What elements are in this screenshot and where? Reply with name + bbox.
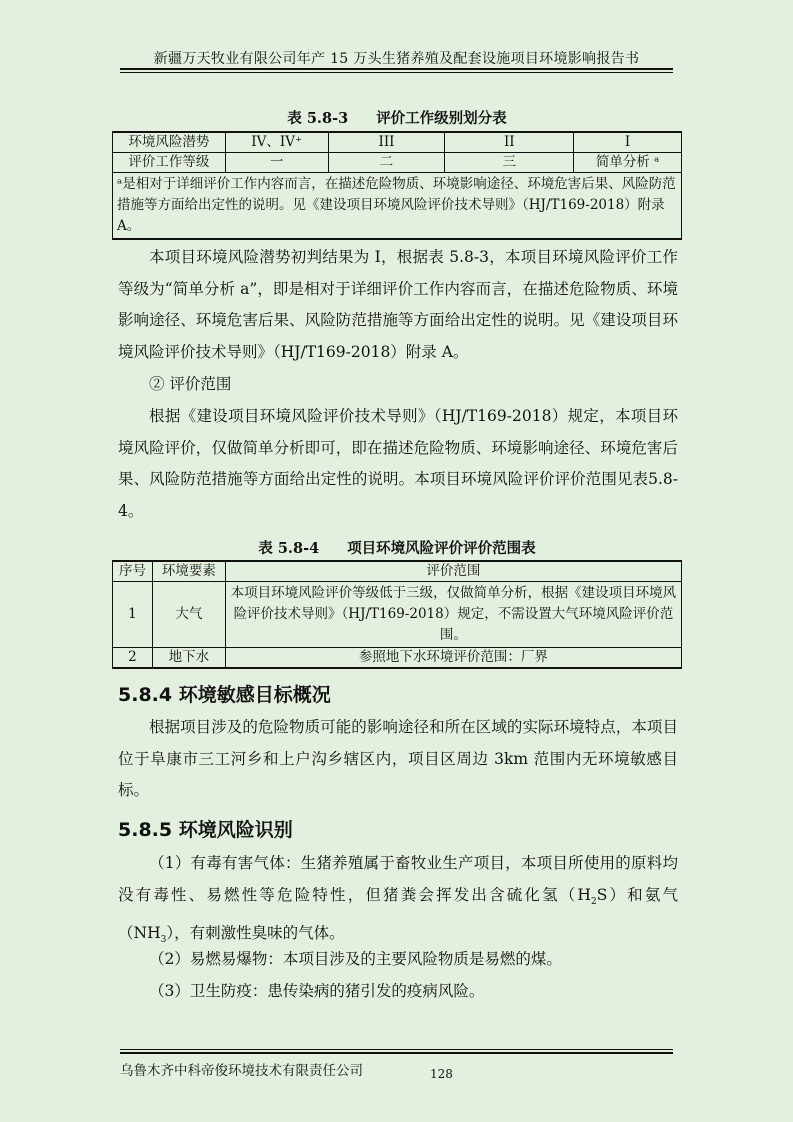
table2-caption-title: 项目环境风险评价评价范围表	[347, 540, 536, 557]
footer-rule	[120, 1052, 673, 1054]
section-heading-5-8-4: 5.8.4 环境敏感目标概况	[118, 684, 331, 706]
paragraph-scope: 根据《建设项目环境风险评价技术导则》（HJ/T169-2018）规定，本项目环境风险评价，仅做简单分析即可，即在描述危险物质、环境影响途径、环境危害后果、风险防范措施等方面给出定性的说明。本项目环境风险评价评价范围见表5.8-4。	[118, 407, 678, 520]
toxic-gas-text-2: S）和氨气（NH	[118, 885, 678, 943]
table2-caption-number: 表 5.8-4	[258, 540, 320, 557]
table-row	[113, 173, 682, 240]
header-title: 新疆万天牧业有限公司年产 15 万头生猪养殖及配套设施项目环境影响报告书	[153, 51, 640, 67]
header-rule-thin	[120, 72, 673, 73]
table-cell: 参照地下水环境评价范围：厂界	[225, 648, 681, 669]
table-cell: 评价工作等级	[113, 153, 226, 173]
table-header-cell: 评价范围	[225, 561, 681, 582]
table-row	[113, 582, 682, 648]
subscript: 3	[160, 935, 167, 946]
section-heading-5-8-5: 5.8.5 环境风险识别	[118, 819, 293, 841]
table-cell: 2	[113, 648, 153, 669]
table-cell: II	[445, 132, 574, 153]
table-row	[113, 648, 682, 669]
risk-scope-table	[112, 560, 682, 669]
paragraph-assessment-level: 本项目环境风险潜势初判结果为 I，根据表 5.8-3，本项目环境风险评价工作等级为“简单分析 a”，即是相对于详细评价工作内容而言，在描述危险物质、环境影响途径、环境危害后果、风险防范措施等方面给出定性的说明。见《建设项目环境风险评价技术导则》（HJ/T169-2018）附录 A。	[118, 248, 678, 361]
table2-caption	[112, 537, 682, 558]
table-header-row	[113, 561, 682, 582]
paragraph-epidemic: （3）卫生防疫：患传染病的猪引发的疫病风险。	[149, 982, 485, 1000]
footer-rule-thin	[120, 1049, 673, 1050]
table-cell: III	[328, 132, 445, 153]
table-row	[113, 153, 682, 173]
risk-level-table	[112, 131, 682, 240]
table-cell: 三	[445, 153, 574, 173]
table-row	[113, 132, 682, 153]
paragraph-flammable: （2）易燃易爆物：本项目涉及的主要风险物质是易燃的煤。	[149, 950, 562, 968]
page-number: 128	[430, 1067, 453, 1081]
table-cell: 大气	[152, 582, 225, 648]
footer-company: 乌鲁木齐中科帝俊环境技术有限责任公司	[120, 1063, 363, 1079]
paragraph-sensitive-targets: 根据项目涉及的危险物质可能的影响途径和所在区域的实际环境特点，本项目位于阜康市三工河乡和上户沟乡辖区内，项目区周边 3km 范围内无环境敏感目标。	[118, 718, 678, 799]
table-cell: IV、IV⁺	[225, 132, 328, 153]
toxic-gas-text-1: （1）有毒有害气体：生猪养殖属于畜牧业生产项目，本项目所使用的原料均没有毒性、易燃性等危险特性，但猪粪会挥发出含硫化氢（H	[118, 854, 678, 904]
table1-caption	[112, 107, 682, 128]
paragraph-scope-heading: ② 评价范围	[149, 375, 232, 393]
table-cell: 1	[113, 582, 153, 648]
toxic-gas-text-3: ），有刺激性臭味的气体。	[166, 924, 345, 943]
subscript: 2	[590, 896, 597, 907]
table1-note: ᵃ是相对于详细评价工作内容而言，在描述危险物质、环境影响途径、环境危害后果、风险防范措施等方面给出定性的说明。见《建设项目环境风险评价技术导则》（HJ/T169-2018）附录 A。	[113, 173, 682, 240]
table1-caption-title: 评价工作级别划分表	[376, 110, 507, 127]
header-rule	[120, 68, 673, 70]
table-header-cell: 序号	[113, 561, 153, 582]
table1-caption-number: 表 5.8-3	[287, 110, 349, 127]
table-cell: 简单分析 ᵃ	[574, 153, 682, 173]
table-cell: 二	[328, 153, 445, 173]
paragraph-toxic-gas	[118, 848, 678, 957]
table-header-cell: 环境要素	[152, 561, 225, 582]
table-cell: 地下水	[152, 648, 225, 669]
table-cell: 环境风险潜势	[113, 132, 226, 153]
table-cell: 一	[225, 153, 328, 173]
table-cell: 本项目环境风险评价等级低于三级，仅做简单分析，根据《建设项目环境风险评价技术导则》（HJ/T169-2018）规定，不需设置大气环境风险评价范围。	[225, 582, 681, 648]
table-cell: I	[574, 132, 682, 153]
